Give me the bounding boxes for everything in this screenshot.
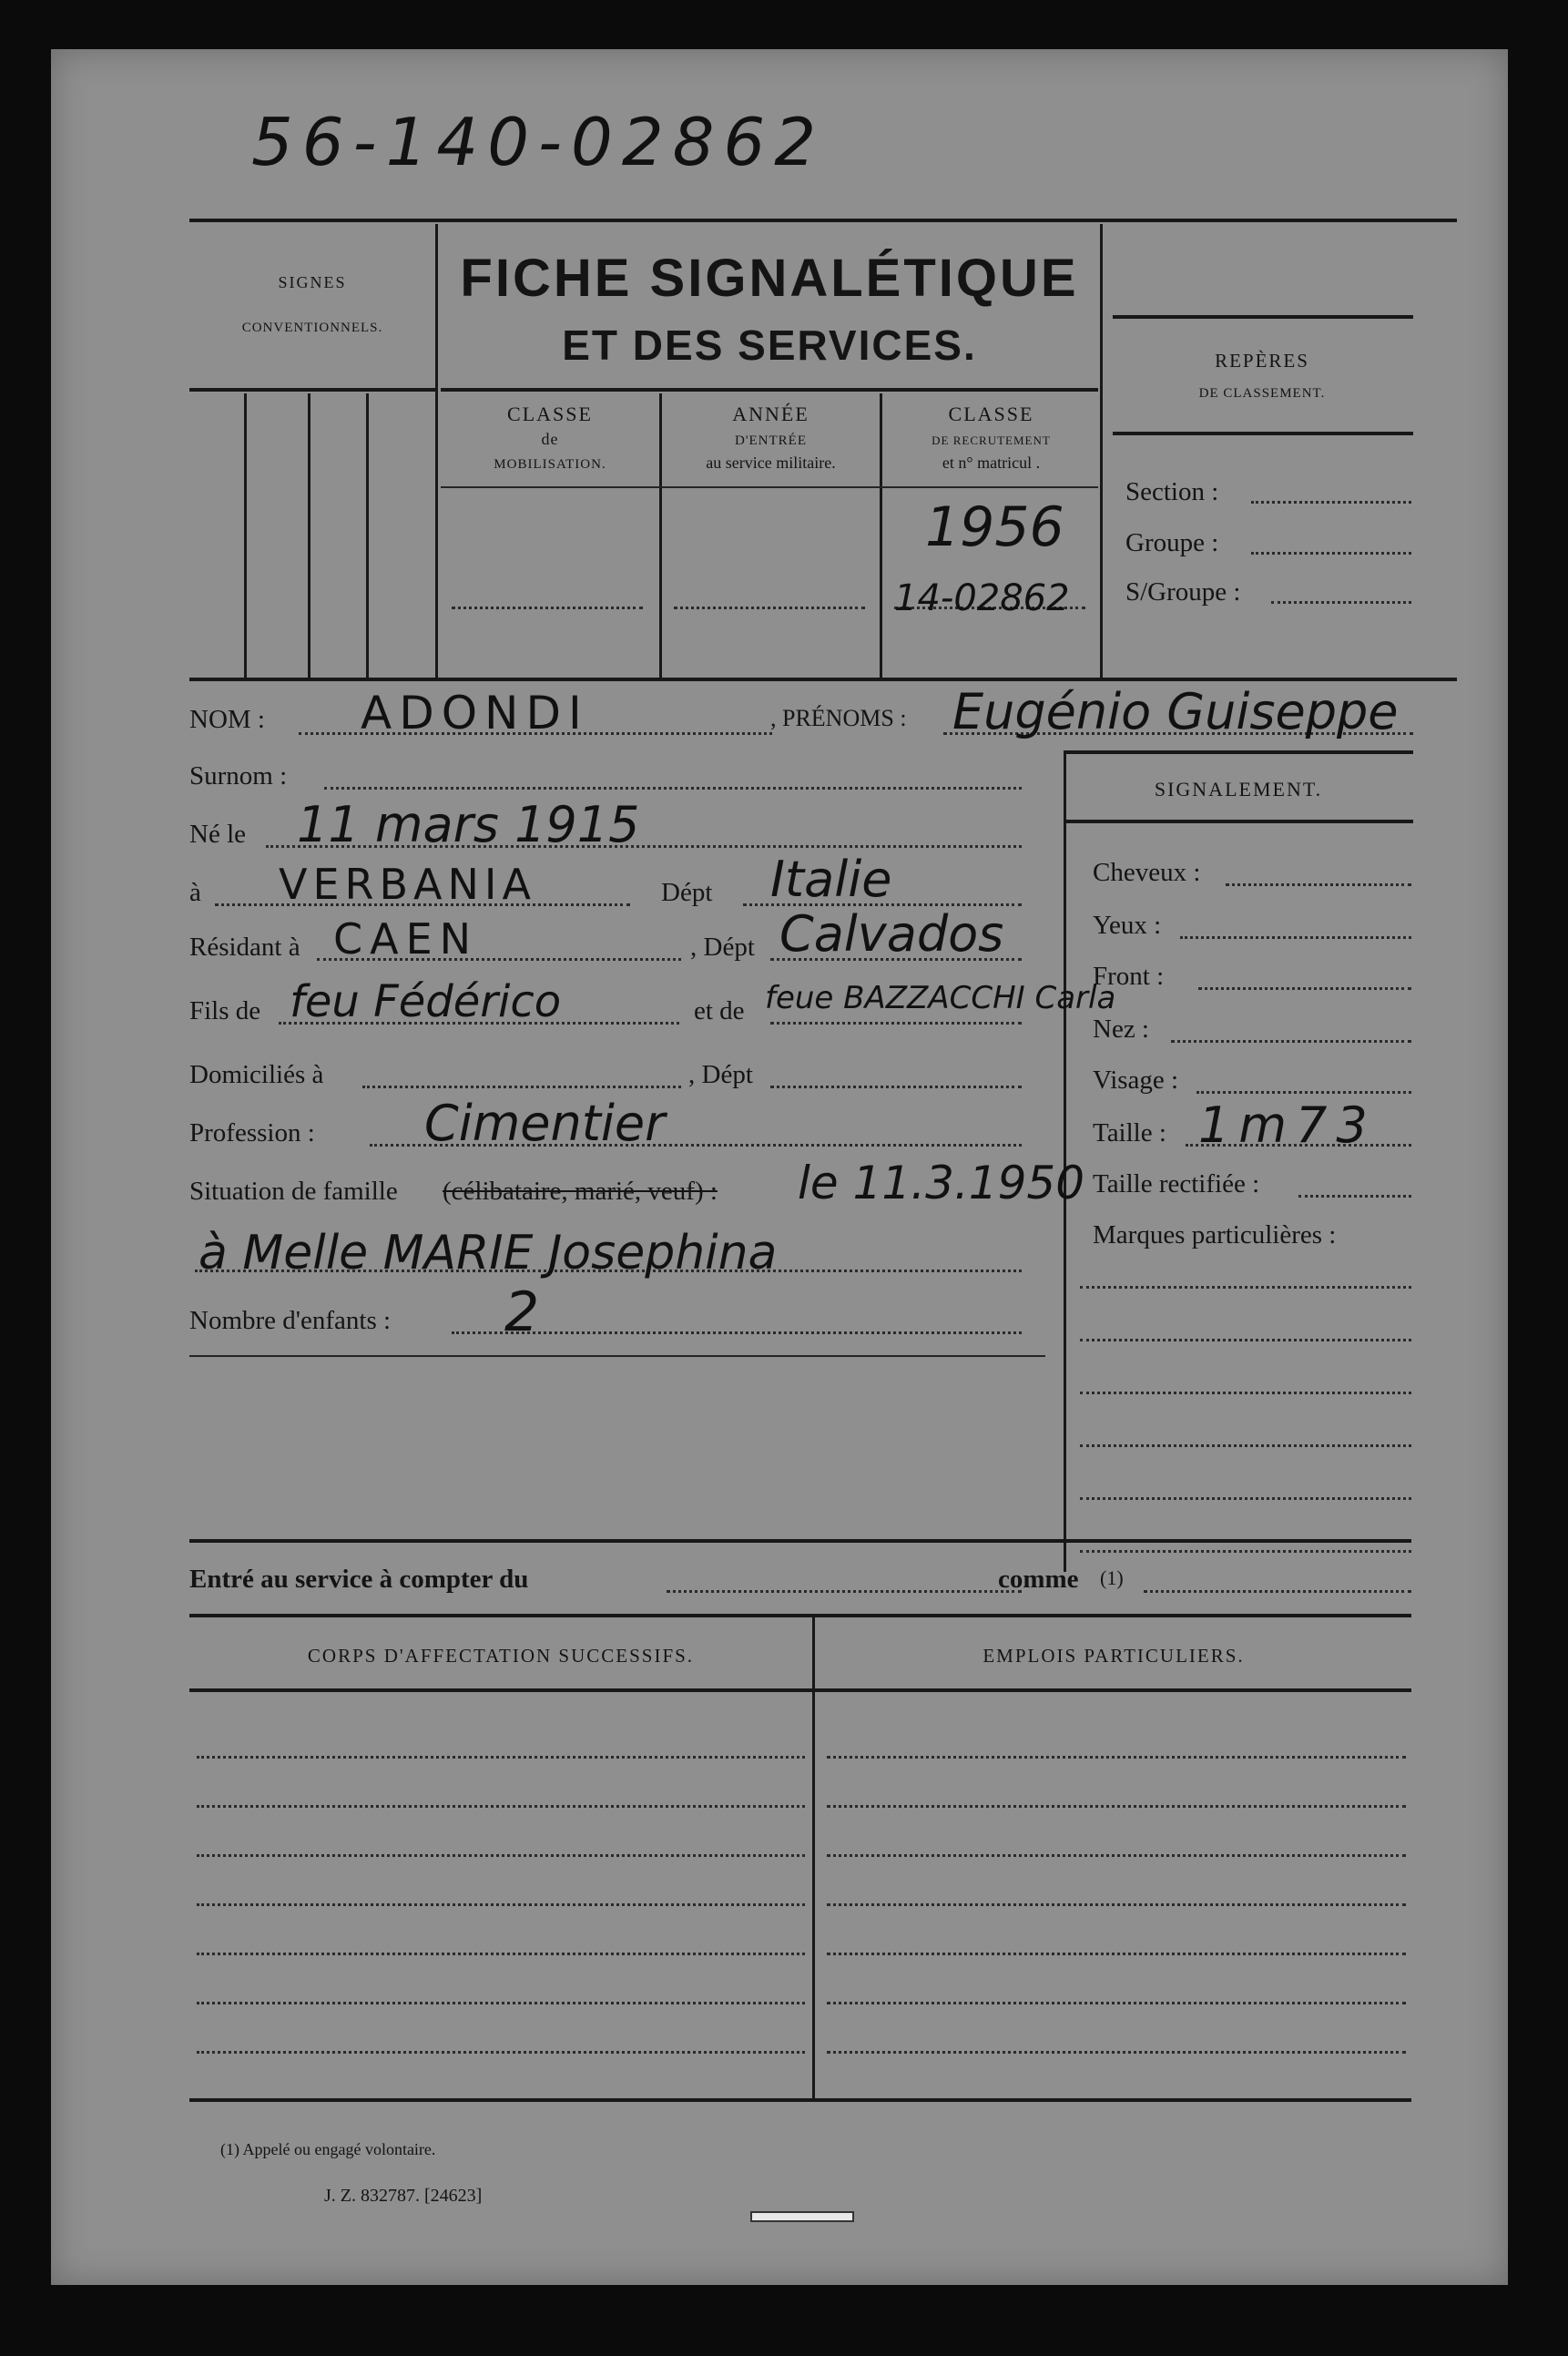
col3-line1: CLASSE [948, 403, 1034, 425]
fils-label: Fils de [189, 996, 261, 1025]
comme-note: (1) [1100, 1566, 1124, 1589]
visage-label: Visage : [1093, 1066, 1179, 1095]
prenoms-value: Eugénio Guiseppe [952, 683, 1399, 740]
prenoms-label: , PRÉNOMS : [770, 705, 907, 731]
birthplace-value: VERBANIA [279, 860, 536, 909]
situation-label: Situation de famille [189, 1177, 398, 1206]
front-label: Front : [1093, 962, 1165, 991]
marques-label: Marques particulières : [1093, 1220, 1337, 1249]
profession-label: Profession : [189, 1118, 315, 1147]
reperes-label: REPÈRES [1215, 350, 1309, 372]
a-label: à [189, 878, 201, 907]
taille-value: 1m73 [1198, 1096, 1377, 1154]
dep-value: Italie [770, 851, 892, 908]
situation-value-2: à Melle MARIE Josephina [199, 1226, 778, 1280]
profession-value: Cimentier [424, 1095, 666, 1152]
dep3-label: , Dépt [688, 1060, 753, 1089]
domicilies-label: Domiciliés à [189, 1060, 324, 1089]
enfants-label: Nombre d'enfants : [189, 1306, 392, 1335]
col3-line2: DE RECRUTEMENT [932, 433, 1051, 447]
situation-options: (célibataire, marié, veuf) : [443, 1177, 718, 1206]
form-title: FICHE SIGNALÉTIQUE [460, 249, 1079, 308]
situation-value: le 11.3.1950 [798, 1157, 1085, 1209]
col2-line2: D'ENTRÉE [734, 433, 808, 448]
taille-label: Taille : [1093, 1118, 1166, 1147]
footnote: (1) Appelé ou engagé volontaire. [220, 2140, 436, 2158]
cheveux-label: Cheveux : [1093, 858, 1201, 887]
et-de-label: et de [694, 996, 745, 1025]
signalement-title: SIGNALEMENT. [1154, 778, 1323, 801]
taille-rectifiee-label: Taille rectifiée : [1093, 1169, 1260, 1198]
matricule-value: 14-02862 [894, 577, 1070, 619]
fastener-slot [750, 2211, 854, 2222]
col2-line1: ANNÉE [732, 403, 809, 425]
col1-line2: de [541, 430, 559, 448]
form-subtitle: ET DES SERVICES. [562, 321, 977, 369]
dep2-value: Calvados [779, 905, 1004, 963]
ne-value: 11 mars 1915 [297, 796, 640, 853]
dep2-label: , Dépt [690, 933, 755, 962]
groupe-label: Groupe : [1125, 528, 1219, 557]
record-card [51, 49, 1508, 2285]
col1-line3: MOBILISATION. [494, 457, 606, 472]
col3-line3: et n° matricul . [942, 454, 1041, 472]
nez-label: Nez : [1093, 1015, 1149, 1044]
enfants-value: 2 [504, 1280, 540, 1344]
entre-service-label: Entré au service à compter du [189, 1565, 529, 1594]
residant-label: Résidant à [189, 933, 300, 962]
section-label: Section : [1125, 477, 1219, 506]
dep-label: Dépt [661, 878, 713, 907]
col1-line1: CLASSE [507, 403, 593, 425]
sgroupe-label: S/Groupe : [1125, 577, 1241, 607]
emplois-header: EMPLOIS PARTICULIERS. [983, 1645, 1245, 1667]
nom-value: ADONDI [361, 687, 589, 739]
yeux-label: Yeux : [1093, 911, 1162, 940]
ne-label: Né le [189, 820, 246, 849]
surnom-label: Surnom : [189, 761, 288, 790]
comme-label: comme [998, 1565, 1079, 1594]
classe-recrutement-value: 1956 [925, 495, 1064, 559]
conventionnels-label: CONVENTIONNELS. [241, 321, 383, 335]
corps-header: CORPS D'AFFECTATION SUCCESSIFS. [307, 1645, 695, 1667]
mother-value: feue BAZZACCHI Carla [765, 980, 1116, 1016]
print-reference: J. Z. 832787. [24623] [324, 2186, 483, 2206]
classement-label: DE CLASSEMENT. [1198, 386, 1326, 401]
signes-label: SIGNES [278, 273, 347, 291]
col2-line3: au service militaire. [706, 454, 836, 472]
handwritten-file-number: 56-140-02862 [251, 104, 826, 180]
nom-label: NOM : [189, 705, 265, 734]
father-value: feu Fédérico [290, 976, 562, 1027]
residant-value: CAEN [333, 914, 479, 964]
